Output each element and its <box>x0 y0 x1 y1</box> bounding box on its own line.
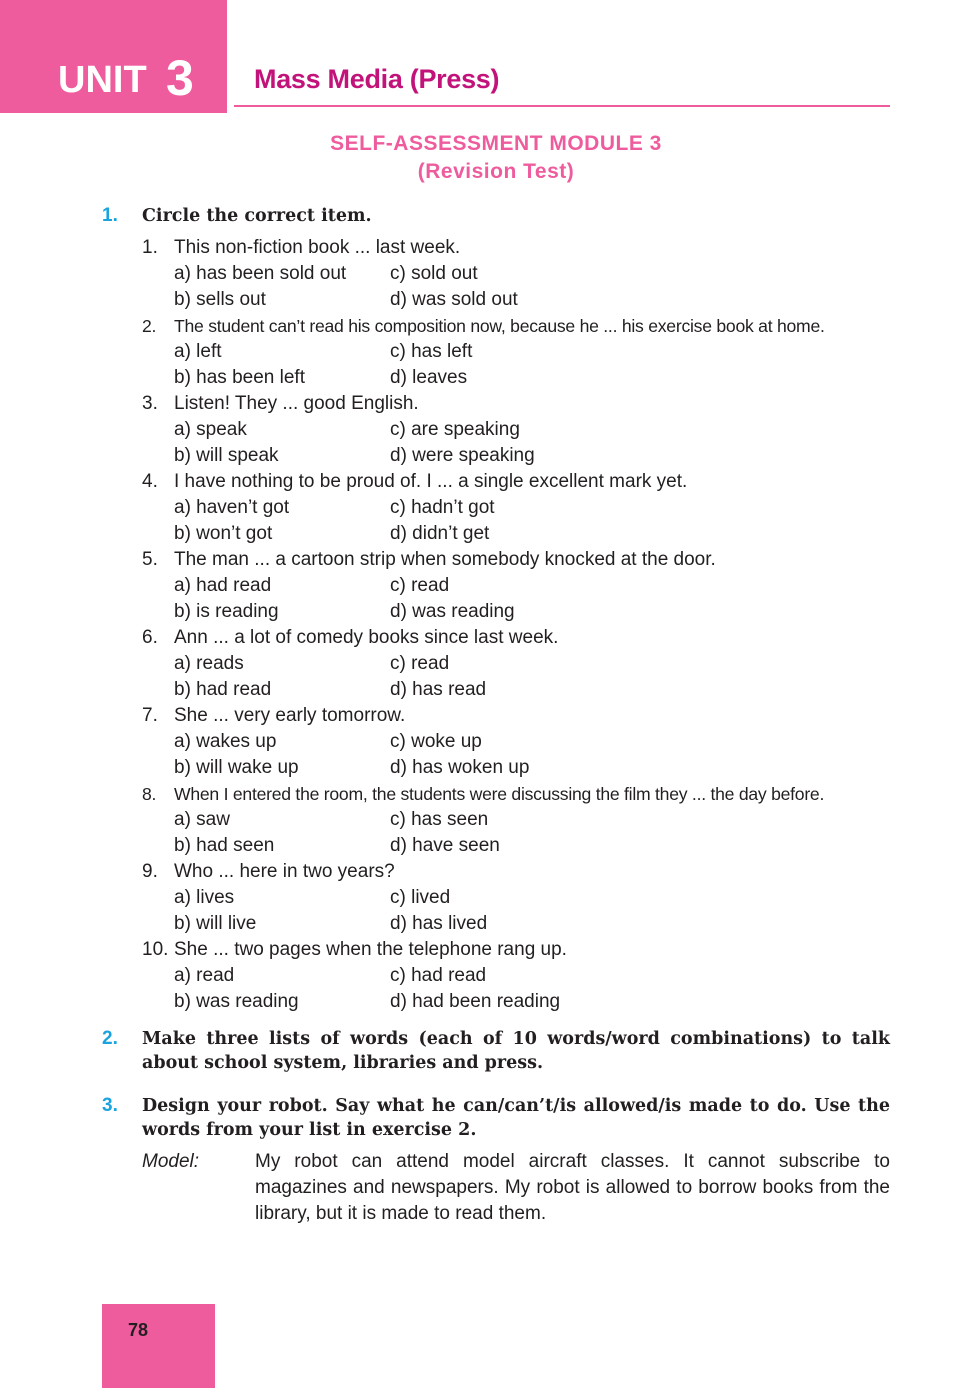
question-5-options-ac <box>142 573 902 599</box>
exercise-3-heading: Design your robot. Say what he can/can’t/is allowed/is made to do. Use the words from your list in exercise 2. <box>142 1096 890 1140</box>
exercise-2-number: 2. <box>102 1028 118 1049</box>
question-text: She ... very early tomorrow. <box>174 705 406 726</box>
question-4-options-bd <box>142 521 902 547</box>
option-a[interactable]: a) wakes up <box>174 731 277 752</box>
option-a[interactable]: a) lives <box>174 887 235 908</box>
question-4-options-ac <box>142 495 902 521</box>
question-number: 9. <box>142 861 158 882</box>
exercise-2-heading: Make three lists of words (each of 10 words/word combinations) to talk about school system, libraries and press. <box>142 1029 890 1073</box>
option-c[interactable]: c) woke up <box>390 731 482 752</box>
option-a[interactable]: a) has been sold out <box>174 263 347 284</box>
question-7-options-bd <box>142 755 902 781</box>
option-a[interactable]: a) had read <box>174 575 272 596</box>
question-7-options-ac <box>142 729 902 755</box>
option-c[interactable]: c) read <box>390 575 450 596</box>
question-text: I have nothing to be proud of. I ... a single excellent mark yet. <box>174 471 688 492</box>
question-7 <box>142 703 902 729</box>
option-c[interactable]: c) hadn’t got <box>390 497 495 518</box>
question-number: 2. <box>142 316 157 336</box>
option-a[interactable]: a) speak <box>174 419 247 440</box>
option-b[interactable]: b) was reading <box>174 991 299 1012</box>
option-a[interactable]: a) reads <box>174 653 244 674</box>
question-number: 4. <box>142 471 158 492</box>
question-text: The student can’t read his composition now, because he ... his exercise book at home. <box>174 316 825 336</box>
question-number: 7. <box>142 705 158 726</box>
model-label: Model: <box>142 1151 200 1172</box>
question-number: 5. <box>142 549 158 570</box>
option-b[interactable]: b) is reading <box>174 601 279 622</box>
question-2-options-ac <box>142 339 902 365</box>
option-d[interactable]: d) had been reading <box>390 991 561 1012</box>
header-divider <box>234 105 890 107</box>
question-4 <box>142 469 902 495</box>
question-6-options-ac <box>142 651 902 677</box>
unit-title: Mass Media (Press) <box>254 64 500 94</box>
option-b[interactable]: b) will wake up <box>174 757 299 778</box>
question-number: 6. <box>142 627 158 648</box>
question-number: 1. <box>142 237 158 258</box>
module-subtitle: (Revision Test) <box>417 160 575 183</box>
question-2 <box>142 313 902 339</box>
option-b[interactable]: b) has been left <box>174 367 305 388</box>
question-text: Who ... here in two years? <box>174 861 395 882</box>
question-8-options-bd <box>142 833 902 859</box>
question-text: This non-fiction book ... last week. <box>174 237 461 258</box>
question-8-options-ac <box>142 807 902 833</box>
option-c[interactable]: c) sold out <box>390 263 478 284</box>
option-a[interactable]: a) haven’t got <box>174 497 290 518</box>
option-c[interactable]: c) had read <box>390 965 487 986</box>
question-10-options-bd <box>142 989 902 1015</box>
exercise-3-number: 3. <box>102 1095 118 1116</box>
model-text: My robot can attend model aircraft classes. It cannot subscribe to magazines and newspapers. My robot is allowed to borrow books from the library, but it is made to read them. <box>255 1151 890 1224</box>
option-c[interactable]: c) read <box>390 653 450 674</box>
question-3-options-ac <box>142 417 902 443</box>
unit-badge <box>0 0 227 113</box>
option-b[interactable]: b) won’t got <box>174 523 273 544</box>
question-9 <box>142 859 902 885</box>
option-d[interactable]: d) have seen <box>390 835 500 856</box>
option-b[interactable]: b) will live <box>174 913 257 934</box>
question-3-options-bd <box>142 443 902 469</box>
question-text: The man ... a cartoon strip when somebody knocked at the door. <box>174 549 716 570</box>
question-text: When I entered the room, the students were discussing the film they ... the day before. <box>174 784 825 804</box>
question-9-options-ac <box>142 885 902 911</box>
option-a[interactable]: a) read <box>174 965 235 986</box>
option-c[interactable]: c) are speaking <box>390 419 520 440</box>
question-8 <box>142 781 902 807</box>
option-d[interactable]: d) has lived <box>390 913 488 934</box>
question-number: 10. <box>142 939 169 960</box>
option-d[interactable]: d) has read <box>390 679 487 700</box>
question-1-options-ac <box>142 261 902 287</box>
option-a[interactable]: a) saw <box>174 809 230 830</box>
option-d[interactable]: d) was reading <box>390 601 515 622</box>
question-10-options-ac <box>142 963 902 989</box>
question-5-options-bd <box>142 599 902 625</box>
option-d[interactable]: d) has woken up <box>390 757 530 778</box>
question-number: 3. <box>142 393 158 414</box>
exercise-1-number: 1. <box>102 205 118 226</box>
option-c[interactable]: c) has left <box>390 341 473 362</box>
question-list <box>142 235 902 1015</box>
question-6 <box>142 625 902 651</box>
question-text: She ... two pages when the telephone rang up. <box>174 939 567 960</box>
option-b[interactable]: b) sells out <box>174 289 266 310</box>
exercise-1-heading: Circle the correct item. <box>142 206 372 226</box>
question-number: 8. <box>142 784 157 804</box>
option-d[interactable]: d) were speaking <box>390 445 535 466</box>
question-2-options-bd <box>142 365 902 391</box>
option-d[interactable]: d) leaves <box>390 367 468 388</box>
unit-word: UNIT <box>58 59 147 101</box>
option-a[interactable]: a) left <box>174 341 222 362</box>
question-3 <box>142 391 902 417</box>
question-10 <box>142 937 902 963</box>
question-text: Ann ... a lot of comedy books since last week. <box>174 627 559 648</box>
option-c[interactable]: c) has seen <box>390 809 489 830</box>
option-b[interactable]: b) will speak <box>174 445 279 466</box>
option-d[interactable]: d) didn’t get <box>390 523 490 544</box>
unit-number: 3 <box>166 50 194 106</box>
question-1 <box>142 235 902 261</box>
question-1-options-bd <box>142 287 902 313</box>
question-9-options-bd <box>142 911 902 937</box>
question-6-options-bd <box>142 677 902 703</box>
page-number: 78 <box>128 1320 149 1340</box>
question-text: Listen! They ... good English. <box>174 393 419 414</box>
question-5 <box>142 547 902 573</box>
module-title: SELF-ASSESSMENT MODULE 3 <box>330 132 662 155</box>
page-number-badge <box>102 1304 215 1388</box>
option-c[interactable]: c) lived <box>390 887 451 908</box>
option-b[interactable]: b) had read <box>174 679 272 700</box>
option-d[interactable]: d) was sold out <box>390 289 518 310</box>
option-b[interactable]: b) had seen <box>174 835 275 856</box>
